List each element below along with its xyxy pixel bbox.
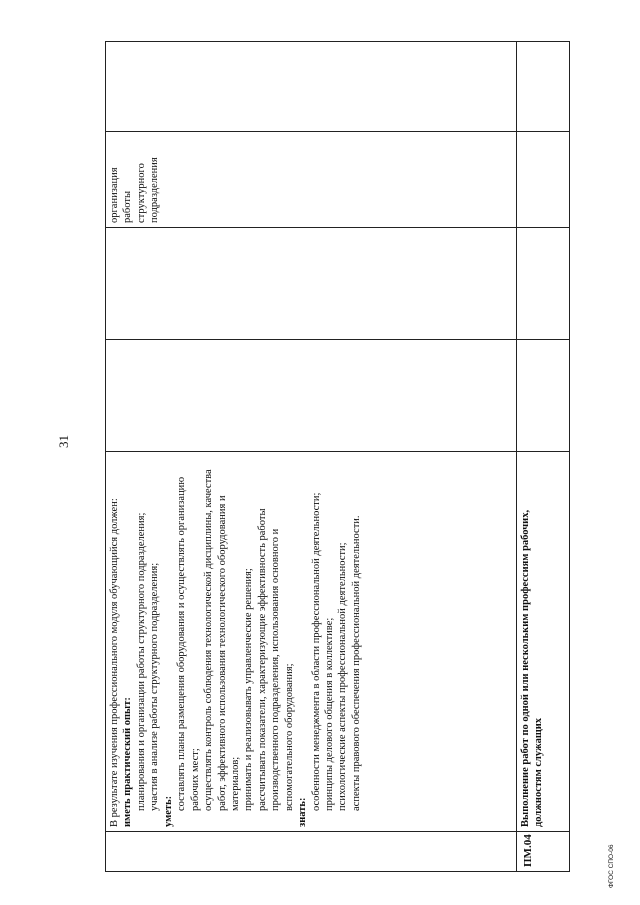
knowledge-item: аспекты правового обеспечения профессиональной деятельности. — [350, 515, 362, 811]
skills-item: принимать и реализовывать управленческие решения; — [243, 568, 255, 811]
skills-heading: уметь: — [162, 795, 174, 827]
module-description-cell — [106, 452, 517, 832]
practice-item: планирования и организации работы структурного подразделения; — [135, 512, 147, 811]
knowledge-heading: знать: — [297, 797, 309, 827]
knowledge-item: психологические аспекты профессиональной деятельности; — [337, 542, 349, 811]
empty-cell — [517, 340, 570, 452]
table-row-module-content — [106, 42, 517, 872]
page-number: 31 — [56, 435, 71, 448]
practice-heading: иметь практический опыт: — [122, 697, 134, 827]
empty-cell — [517, 228, 570, 340]
knowledge-item: принципы делового общения в коллективе; — [324, 617, 335, 811]
knowledge-item: особенности менеджмента в области профессиональной деятельности; — [310, 492, 322, 811]
discipline-cell: организация работы структурного подразделения — [106, 132, 517, 228]
footer-stamp: ФГОС СПО-06 — [608, 844, 615, 888]
module-code-pm04: ПМ.04 — [517, 832, 570, 872]
skills-item: осуществлять контроль соблюдения технологической дисциплины, качества работ, эффективного использования технологического оборудования и материалов; — [203, 469, 241, 811]
competences-cell — [106, 42, 517, 132]
module-title-pm04: Выполнение работ по одной или нескольким профессиям рабочих, должностям служащих — [517, 452, 570, 832]
curriculum-table — [105, 41, 570, 872]
rotated-table-wrapper — [105, 42, 557, 872]
practice-item: участия в анализе работы структурного подразделения; — [149, 562, 161, 811]
hours-cell-1 — [106, 340, 517, 452]
hours-cell-2 — [106, 228, 517, 340]
skills-item: составлять планы размещения оборудования и осуществлять организацию рабочих мест; — [176, 476, 201, 811]
empty-cell — [517, 132, 570, 228]
module-code-cell — [106, 832, 517, 872]
skills-item: рассчитывать показатели, характеризующие эффективность работы производственного подразделения, использования основного и вспомогательного оборудования; — [256, 508, 295, 811]
empty-cell — [517, 42, 570, 132]
intro-text: В результате изучения профессионального модуля обучающийся должен: — [109, 498, 120, 827]
table-row-pm04 — [517, 42, 570, 872]
